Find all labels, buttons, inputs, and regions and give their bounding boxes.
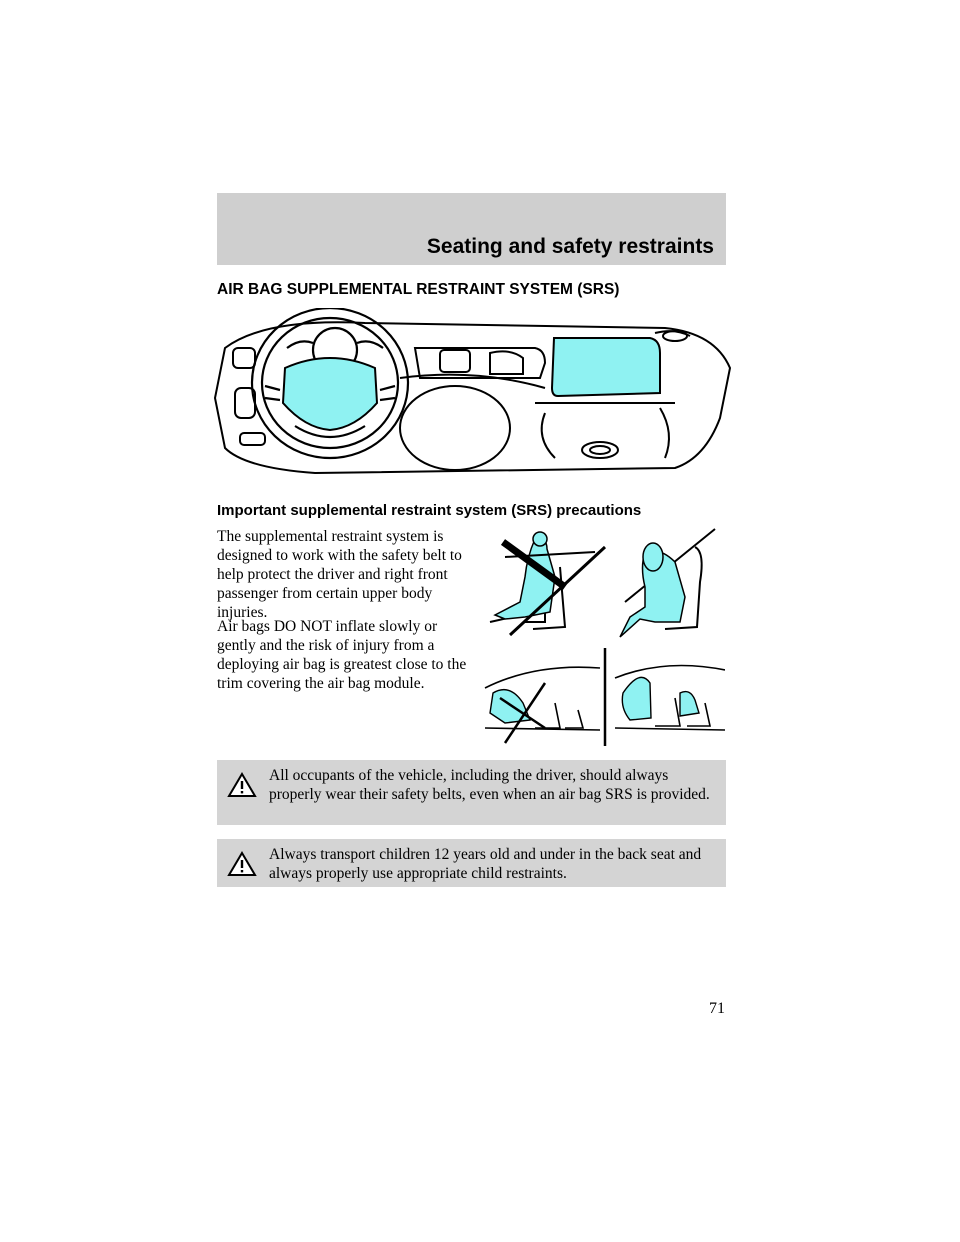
precautions-subheading: Important supplemental restraint system (SRS) precautions: [217, 502, 642, 519]
warning-box-child-restraints: [217, 839, 726, 887]
warning-triangle-icon: [227, 772, 257, 798]
airbag-risk-paragraph: Air bags DO NOT inflate slowly or gently and the risk of injury from a deploying air bag is greatest close to the trim covering the air bag module.: [217, 618, 467, 692]
dashboard-airbag-illustration: [205, 308, 740, 488]
srs-description-paragraph: The supplemental restraint system is designed to work with the safety belt to help protect the driver and right front passenger from certain upper body injuries.: [217, 528, 462, 621]
warning-text-child-restraints: Always transport children 12 years old and under in the back seat and always properly use appropriate child restraints.: [269, 846, 702, 882]
page-number: 71: [709, 1000, 725, 1017]
child-seat-side-illustration: [475, 648, 725, 748]
page-heading: AIR BAG SUPPLEMENTAL RESTRAINT SYSTEM (SRS): [217, 281, 620, 298]
warning-box-safety-belts: [217, 760, 726, 825]
section-title: Seating and safety restraints: [426, 235, 714, 258]
warning-text-safety-belts: All occupants of the vehicle, including the driver, should always properly wear their safety belts, even when an air bag SRS is provided.: [269, 767, 710, 803]
occupant-position-illustration: [485, 527, 720, 642]
warning-triangle-icon: [227, 851, 257, 877]
section-header-band: [217, 193, 726, 265]
